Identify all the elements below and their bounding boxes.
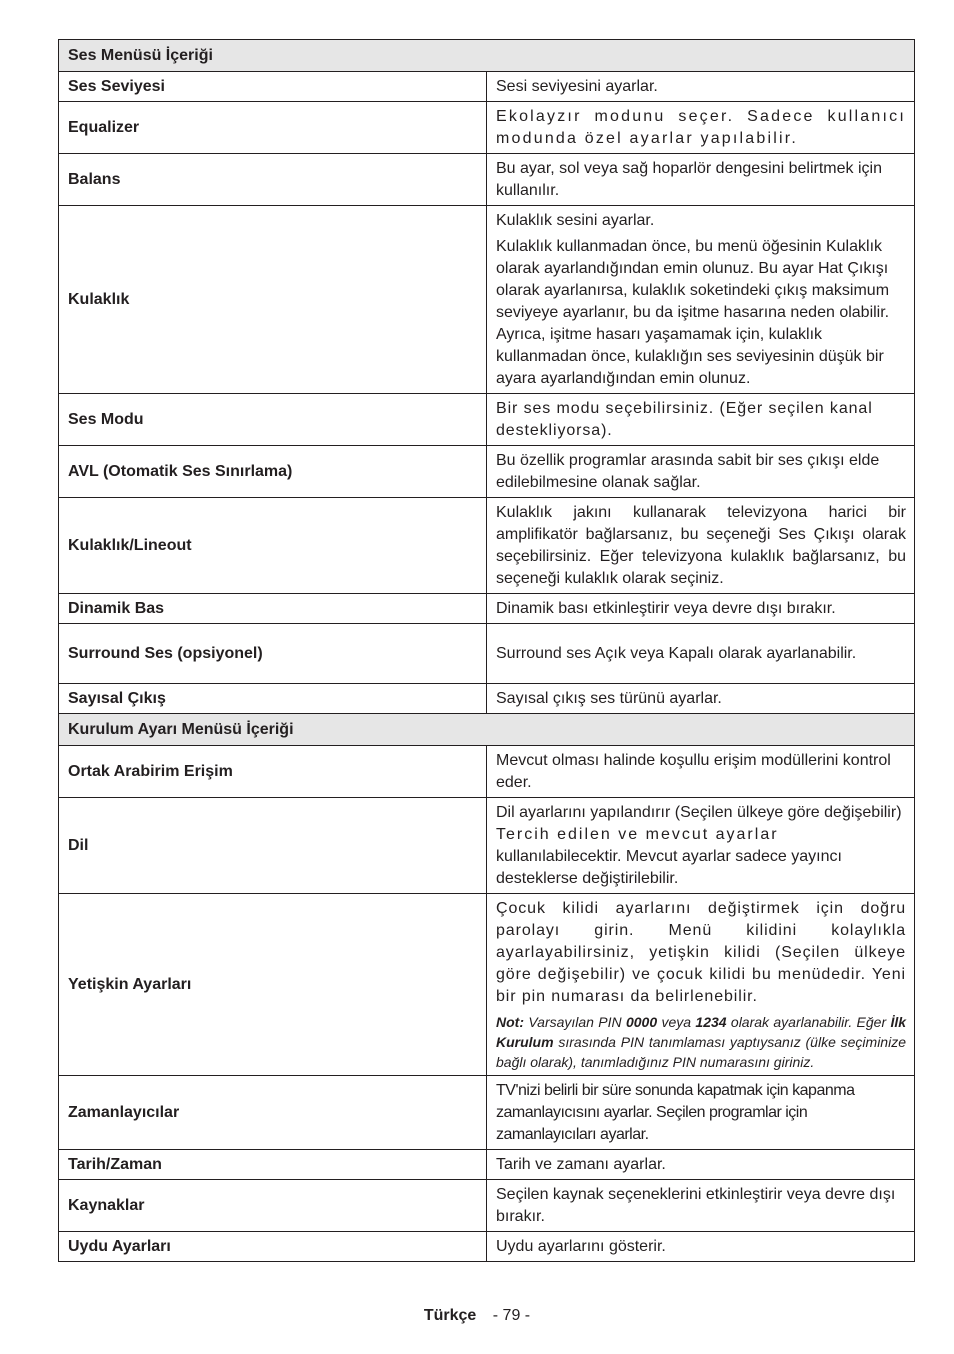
row-key: AVL (Otomatik Ses Sınırlama) xyxy=(59,446,487,498)
row-value-part: Dil ayarlarını yapılandırır (Seçilen ülkeye göre değişebilir) xyxy=(496,804,902,821)
note-label: Not: xyxy=(496,1014,524,1030)
table-row xyxy=(59,498,915,594)
row-value: TV'nizi belirli bir süre sonunda kapatmak için kapanma zamanlayıcısını ayarlar. Seçilen programlar için zamanlayıcıları ayarlar. xyxy=(487,1076,915,1150)
table-row xyxy=(59,1180,915,1232)
row-key: Dil xyxy=(59,798,487,894)
row-value-line: Kulaklık kullanmadan önce, bu menü öğesinin Kulaklık olarak ayarlandığından emin olunuz. Bu ayar Hat Çıkışı olarak ayarlanırsa, kulaklık soketindeki çıkış maksimum seviyeye ayarlanır, bu da işitme hasarına neden olabilir. Ayrıca, işitme hasarı yaşamamak için, kulaklık kullanmadan önce, kulaklığın ses seviyesinin düşük bir ayara ayarlandığından emin olunuz. xyxy=(496,238,890,387)
row-note xyxy=(496,1012,906,1072)
note-pin: 0000 xyxy=(625,1014,658,1030)
row-value xyxy=(487,894,915,1076)
row-value: Sayısal çıkış ses türünü ayarlar. xyxy=(487,684,915,714)
row-key: Balans xyxy=(59,154,487,206)
table-row xyxy=(59,894,915,1076)
row-key: Uydu Ayarları xyxy=(59,1232,487,1262)
row-value: Kulaklık jakını kullanarak televizyona harici bir amplifikatör bağlarsanız, bu seçeneği Ses Çıkışı olarak seçebilirsiniz. Eğer televizyona kulaklık bağlarsanız, bu seçeneği kulaklık olarak seçiniz. xyxy=(487,498,915,594)
note-text: Varsayılan PIN xyxy=(528,1014,622,1030)
table-row xyxy=(59,746,915,798)
row-value: Seçilen kaynak seçeneklerini etkinleştirir veya devre dışı bırakır. xyxy=(487,1180,915,1232)
row-value-part: kullanılabilecektir. Mevcut ayarlar sadece yayıncı desteklerse değiştirilebilir. xyxy=(496,848,842,887)
table-row xyxy=(59,102,915,154)
footer-language: Türkçe xyxy=(423,1307,477,1324)
page-number: - 79 - xyxy=(492,1307,531,1324)
table-row xyxy=(59,206,915,394)
row-key: Equalizer xyxy=(59,102,487,154)
row-key: Sayısal Çıkış xyxy=(59,684,487,714)
row-key: Ortak Arabirim Erişim xyxy=(59,746,487,798)
table-row xyxy=(59,1150,915,1180)
row-value: Bir ses modu seçebilirsiniz. (Eğer seçilen kanal destekliyorsa). xyxy=(487,394,915,446)
row-value: Dinamik bası etkinleştirir veya devre dışı bırakır. xyxy=(487,594,915,624)
settings-table xyxy=(58,39,915,1262)
table-row xyxy=(59,684,915,714)
row-key: Ses Modu xyxy=(59,394,487,446)
row-value: Surround ses Açık veya Kapalı olarak ayarlanabilir. xyxy=(487,624,915,684)
row-key: Dinamik Bas xyxy=(59,594,487,624)
table-row xyxy=(59,798,915,894)
row-value: Bu özellik programlar arasında sabit bir ses çıkışı elde edilebilmesine olanak sağlar. xyxy=(487,446,915,498)
section-title-kurulum: Kurulum Ayarı Menüsü İçeriği xyxy=(59,714,915,746)
row-key: Kaynaklar xyxy=(59,1180,487,1232)
page-footer xyxy=(0,1307,954,1325)
note-pin: 1234 xyxy=(695,1014,727,1030)
row-key: Kulaklık xyxy=(59,206,487,394)
row-value: Uydu ayarlarını gösterir. xyxy=(487,1232,915,1262)
row-value xyxy=(487,798,915,894)
table-row xyxy=(59,594,915,624)
row-key: Tarih/Zaman xyxy=(59,1150,487,1180)
row-key: Ses Seviyesi xyxy=(59,72,487,102)
row-value: Bu ayar, sol veya sağ hoparlör dengesini belirtmek için kullanılır. xyxy=(487,154,915,206)
row-value-part-spaced: Tercih edilen ve mevcut ayarlar xyxy=(496,826,779,843)
row-value-line: Çocuk kilidi ayarlarını değiştirmek için doğru parolayı girin. Menü kilidini kolaylıkla ayarlayabilirsiniz, yetişkin kilidi (Seçilen ülkeye göre değişebilir) ve çocuk kilidi bu menüdedir. Yeni bir pin numarası da belirlenebilir. xyxy=(496,900,906,1005)
row-key: Yetişkin Ayarları xyxy=(59,894,487,1076)
row-key: Kulaklık/Lineout xyxy=(59,498,487,594)
section-header-row xyxy=(59,714,915,746)
table-row xyxy=(59,72,915,102)
note-text: sırasında PIN tanımlaması yaptıysanız (ülke seçiminize bağlı olarak), tanımladığınız PIN numarasını giriniz. xyxy=(496,1034,906,1070)
table-row xyxy=(59,394,915,446)
table-row xyxy=(59,446,915,498)
row-value: Mevcut olması halinde koşullu erişim modüllerini kontrol eder. xyxy=(487,746,915,798)
row-key: Zamanlayıcılar xyxy=(59,1076,487,1150)
row-value: Tarih ve zamanı ayarlar. xyxy=(487,1150,915,1180)
row-key: Surround Ses (opsiyonel) xyxy=(59,624,487,684)
note-bold: İlk Kurulum xyxy=(496,1014,907,1050)
section-title-ses: Ses Menüsü İçeriği xyxy=(59,40,915,72)
row-value: Sesi seviyesini ayarlar. xyxy=(487,72,915,102)
table-row xyxy=(59,624,915,684)
table-row xyxy=(59,154,915,206)
row-value: Ekolayzır modunu seçer. Sadece kullanıcı modunda özel ayarlar yapılabilir. xyxy=(487,102,915,154)
note-text: veya xyxy=(661,1014,692,1030)
note-text: olarak ayarlanabilir. Eğer xyxy=(730,1014,887,1030)
row-value xyxy=(487,206,915,394)
section-header-row xyxy=(59,40,915,72)
row-value-line: Kulaklık sesini ayarlar. xyxy=(496,212,655,229)
table-row xyxy=(59,1232,915,1262)
table-row xyxy=(59,1076,915,1150)
